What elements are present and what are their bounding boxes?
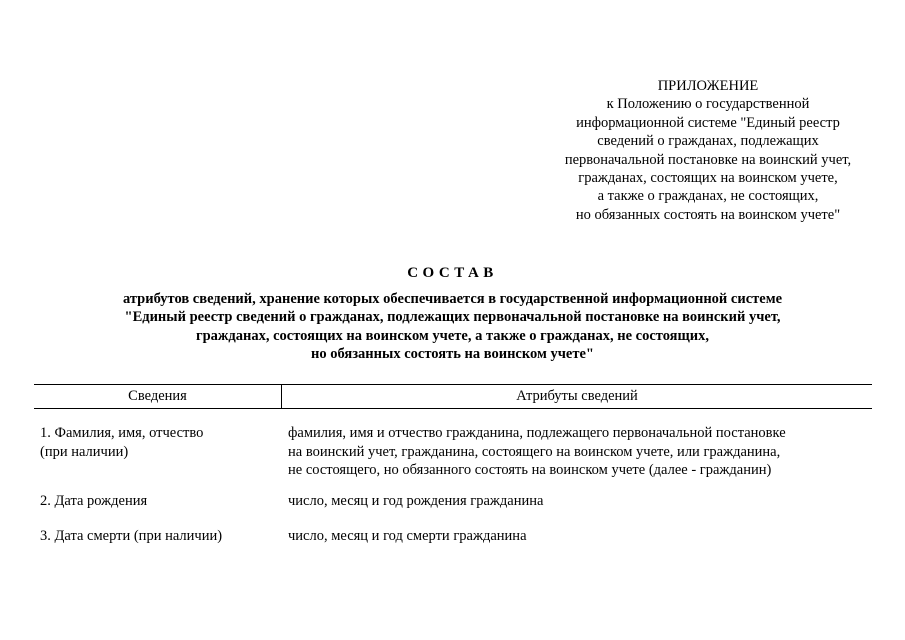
- subtitle-line: но обязанных состоять на воинском учете": [311, 345, 594, 362]
- column-header-attributes: Атрибуты сведений: [516, 388, 638, 404]
- appendix-line: гражданах, состоящих на воинском учете,: [578, 170, 838, 187]
- appendix-line: сведений о гражданах, подлежащих: [597, 133, 819, 150]
- cell-line: на воинский учет, гражданина, состоящего на воинском учете, или гражданина,: [288, 443, 781, 460]
- table-header-rule: [34, 408, 872, 409]
- appendix-line: но обязанных состоять на воинском учете": [575, 206, 841, 223]
- table-row-3-attributes: [288, 527, 527, 546]
- table-row-3-info: [40, 527, 222, 546]
- table-row-2-info: [40, 492, 147, 511]
- subtitle-line: гражданах, состоящих на воинском учете, а также о гражданах, не состоящих,: [195, 327, 709, 344]
- subtitle-line: атрибутов сведений, хранение которых обеспечивается в государственной информационной системе: [122, 291, 783, 307]
- appendix-line: первоначальной постановке на воинский учет,: [564, 151, 852, 168]
- appendix-header: [540, 77, 876, 224]
- cell-line: не состоящего, но обязанного состоять на воинском учете (далее - гражданин): [288, 462, 772, 478]
- table-top-rule: [34, 384, 872, 385]
- cell-line: 3. Дата смерти (при наличии): [40, 528, 223, 544]
- table-row-1-info: [40, 424, 203, 461]
- document-title: СОСТАВ: [407, 265, 498, 281]
- cell-line: число, месяц и год смерти гражданина: [288, 528, 527, 544]
- appendix-line: а также о гражданах, не состоящих,: [597, 188, 819, 205]
- column-header-info: Сведения: [128, 388, 187, 404]
- appendix-line: ПРИЛОЖЕНИЕ: [657, 78, 759, 94]
- appendix-line: к Положению о государственной: [606, 96, 810, 113]
- cell-line: (при наличии): [40, 443, 129, 460]
- cell-line: 1. Фамилия, имя, отчество: [40, 425, 204, 441]
- document-subtitle: [0, 290, 905, 363]
- subtitle-line: "Единый реестр сведений о гражданах, подлежащих первоначальной постановке на воинский учет,: [124, 309, 781, 326]
- table-row-2-attributes: [288, 492, 543, 511]
- appendix-line: информационной системе "Единый реестр: [576, 114, 840, 131]
- table-row-1-attributes: [288, 424, 786, 480]
- cell-line: 2. Дата рождения: [40, 493, 148, 509]
- cell-line: фамилия, имя и отчество гражданина, подлежащего первоначальной постановке: [288, 425, 786, 441]
- cell-line: число, месяц и год рождения гражданина: [288, 493, 544, 509]
